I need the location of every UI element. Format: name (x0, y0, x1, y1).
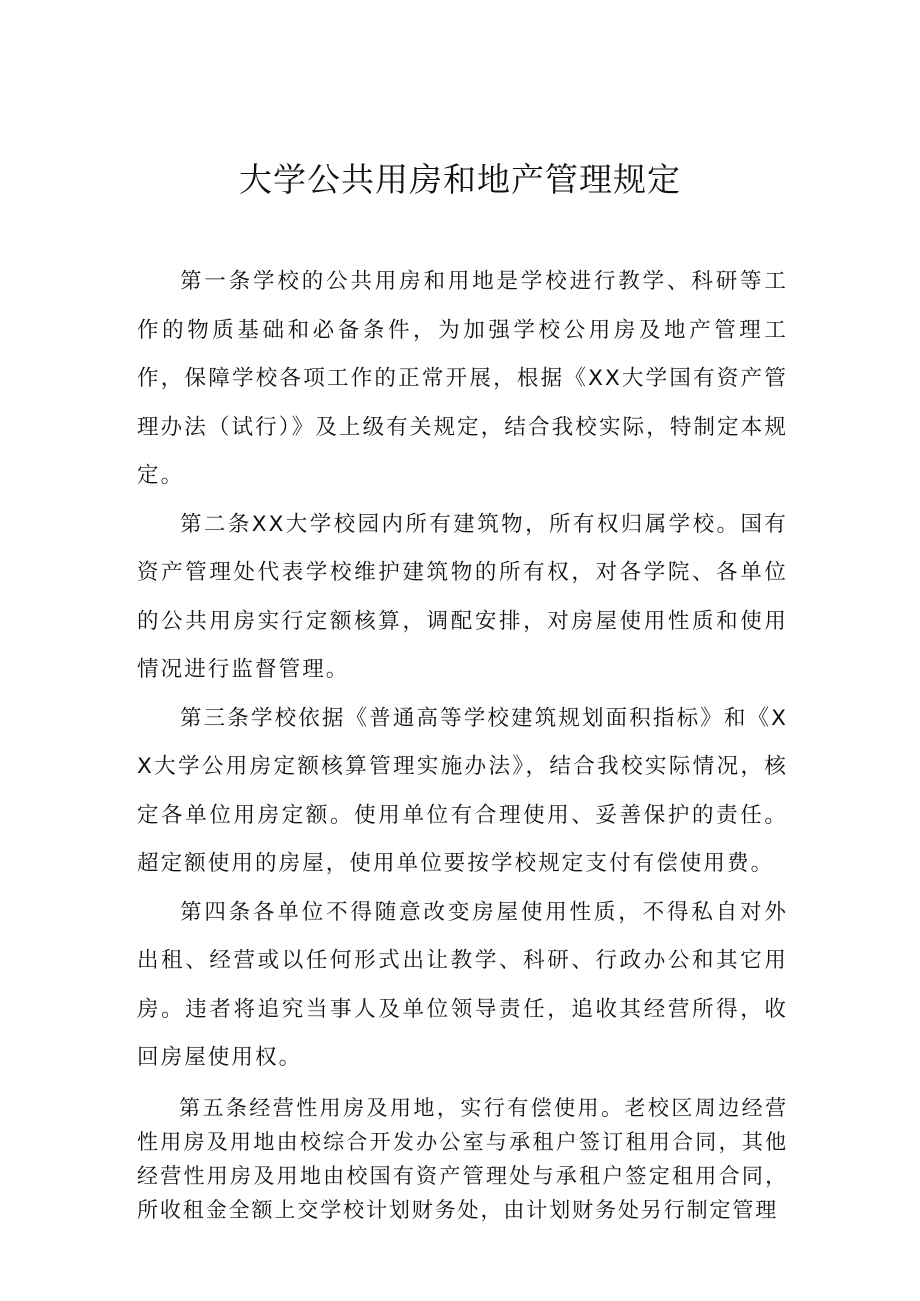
document-title: 大学公共用房和地产管理规定 (239, 160, 681, 199)
article-3-paragraph: 第三条学校依据《普通高等学校建筑规划面积指标》和《XX大学公用房定额核算管理实施办法》，结合我校实际情况，核定各单位用房定额。使用单位有合理使用、妥善保护的责任。超定额使用的房屋，使用单位要按学校规定支付有偿使用费。 (137, 705, 788, 876)
article-1-paragraph: 第一条学校的公共用房和用地是学校进行教学、科研等工作的物质基础和必备条件，为加强学校公用房及地产管理工作，保障学校各项工作的正常开展，根据《XX大学国有资产管理办法（试行）》及上级有关规定，结合我校实际，特制定本规定。 (137, 269, 788, 488)
article-5-paragraph: 第五条经营性用房及用地，实行有偿使用。老校区周边经营性用房及用地由校综合开发办公室与承租户签订租用合同，其他经营性用房及用地由校国有资产管理处与承租户签定租用合同，所收租金全额上交学校计划财务处，由计划财务处另行制定管理 (137, 1095, 788, 1222)
article-2-paragraph: 第二条XX大学校园内所有建筑物，所有权归属学校。国有资产管理处代表学校维护建筑物的所有权，对各学院、各单位的公共用房实行定额核算，调配安排，对房屋使用性质和使用情况进行监督管理。 (137, 511, 788, 682)
article-4-paragraph: 第四条各单位不得随意改变房屋使用性质，不得私自对外出租、经营或以任何形式出让教学、科研、行政办公和其它用房。违者将追究当事人及单位领导责任，追收其经营所得，收回房屋使用权。 (137, 899, 788, 1070)
document-body (137, 258, 788, 1227)
